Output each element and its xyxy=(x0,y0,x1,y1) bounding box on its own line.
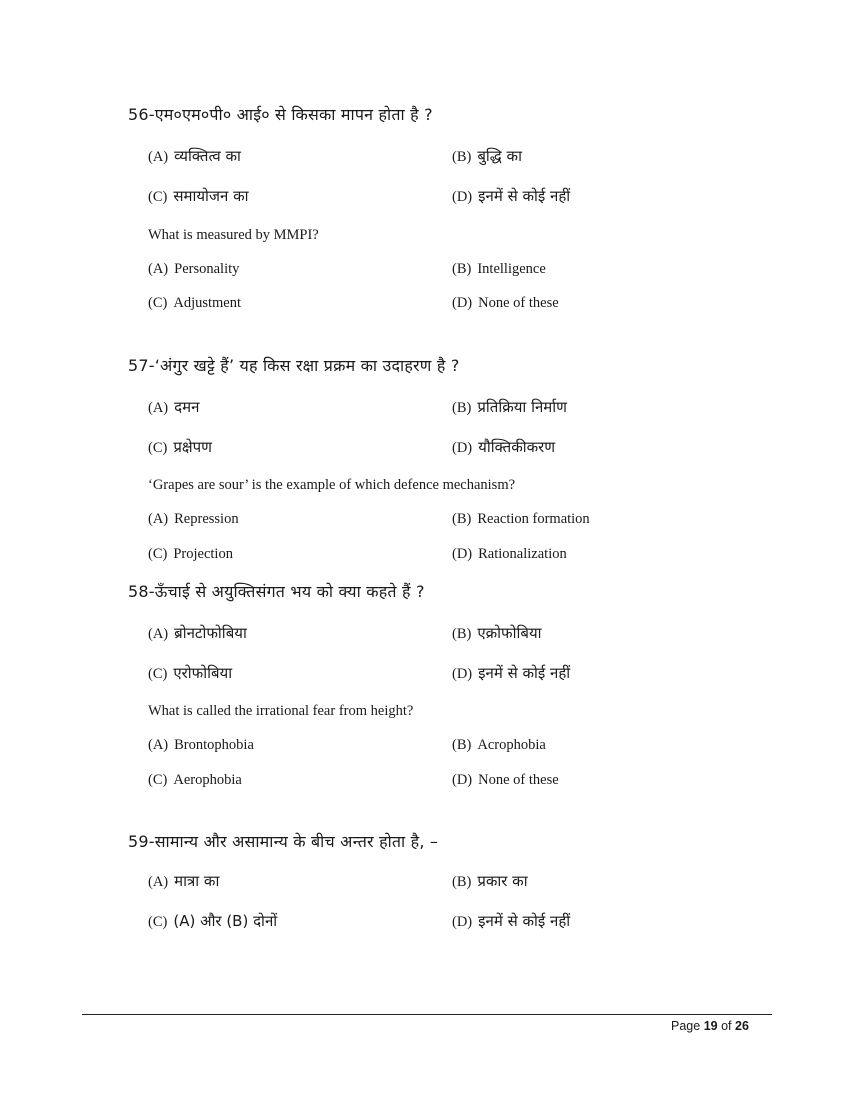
option-english-a: (A) Repression xyxy=(148,511,239,527)
option-english-b: (B) Intelligence xyxy=(452,261,546,277)
option-hindi-a: (A) व्यक्तित्व का xyxy=(148,147,241,165)
option-hindi-d: (D) यौक्तिकीकरण xyxy=(452,438,556,456)
option-english-b: (B) Acrophobia xyxy=(452,737,546,753)
question-english-text: What is called the irrational fear from height? xyxy=(148,703,414,719)
question-english-text: ‘Grapes are sour’ is the example of which defence mechanism? xyxy=(148,477,516,493)
question-hindi-text: 59-सामान्य और असामान्य के बीच अन्तर होता है, – xyxy=(128,832,439,851)
option-hindi-a: (A) ब्रोनटोफोबिया xyxy=(148,624,247,642)
option-hindi-b: (B) बुद्धि का xyxy=(452,147,522,165)
option-hindi-a: (A) दमन xyxy=(148,398,200,416)
question-hindi-text: 58-ऊँचाई से अयुक्तिसंगत भय को क्या कहते हैं ? xyxy=(128,582,425,601)
option-english-c: (C) Projection xyxy=(148,546,233,562)
question-hindi-text: 57-‘अंगुर खट्टे हैं’ यह किस रक्षा प्रक्रम का उदाहरण है ? xyxy=(128,356,460,375)
option-english-d: (D) Rationalization xyxy=(452,546,567,562)
question-english-text: What is measured by MMPI? xyxy=(148,227,319,243)
option-english-c: (C) Aerophobia xyxy=(148,772,242,788)
option-hindi-b: (B) एक्रोफोबिया xyxy=(452,624,542,642)
option-english-c: (C) Adjustment xyxy=(148,295,242,311)
option-hindi-c: (C) एरोफोबिया xyxy=(148,664,233,682)
option-english-d: (D) None of these xyxy=(452,772,559,788)
option-hindi-b: (B) प्रकार का xyxy=(452,872,528,890)
option-hindi-a: (A) मात्रा का xyxy=(148,872,220,890)
footer-divider xyxy=(82,1014,772,1015)
option-english-a: (A) Brontophobia xyxy=(148,737,254,753)
option-hindi-d: (D) इनमें से कोई नहीं xyxy=(452,187,571,205)
page-number: Page 19 of 26 xyxy=(671,1019,749,1033)
option-hindi-c: (C) (A) और (B) दोनों xyxy=(148,912,278,930)
question-hindi-text: 56-एम०एम०पी० आई० से किसका मापन होता है ? xyxy=(128,105,433,124)
option-english-b: (B) Reaction formation xyxy=(452,511,590,527)
option-english-a: (A) Personality xyxy=(148,261,240,277)
option-english-d: (D) None of these xyxy=(452,295,559,311)
option-hindi-d: (D) इनमें से कोई नहीं xyxy=(452,912,571,930)
option-hindi-d: (D) इनमें से कोई नहीं xyxy=(452,664,571,682)
option-hindi-c: (C) समायोजन का xyxy=(148,187,249,205)
option-hindi-b: (B) प्रतिक्रिया निर्माण xyxy=(452,398,567,416)
option-hindi-c: (C) प्रक्षेपण xyxy=(148,438,212,456)
